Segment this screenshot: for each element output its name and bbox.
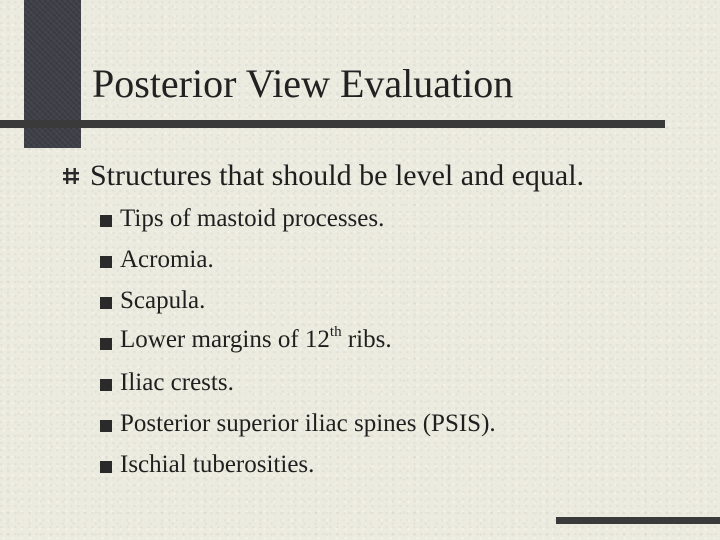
- square-bullet-icon: [100, 297, 112, 309]
- list-item: [100, 444, 496, 485]
- square-bullet-icon: [100, 420, 112, 432]
- list-item: [100, 280, 496, 321]
- list-item-text: Ischial tuberosities.: [120, 451, 315, 478]
- title-divider: [0, 120, 665, 128]
- list-item: [100, 239, 496, 280]
- square-bullet-icon: [100, 461, 112, 473]
- square-bullet-icon: [100, 256, 112, 268]
- list-item-text: [120, 319, 392, 364]
- list-item-text-tail: ribs.: [341, 326, 392, 353]
- main-point-text: Structures that should be level and equal.: [90, 159, 585, 192]
- list-item: [100, 321, 496, 362]
- list-item-text: Tips of mastoid processes.: [120, 205, 385, 232]
- list-item-text-main: Lower margins of 12: [120, 326, 330, 353]
- ordinal-superscript: th: [329, 324, 342, 340]
- list-item-text: Acromia.: [120, 246, 214, 273]
- square-bullet-icon: [100, 379, 112, 391]
- list-item: [100, 403, 496, 444]
- list-item: [100, 198, 496, 239]
- square-bullet-icon: [100, 338, 112, 350]
- list-item: [100, 362, 496, 403]
- list-item-text: Scapula.: [120, 287, 206, 314]
- list-item-text: Iliac crests.: [120, 369, 234, 396]
- square-bullet-icon: [100, 215, 112, 227]
- list-item-text: Posterior superior iliac spines (PSIS).: [120, 410, 496, 437]
- hash-bullet-icon: [62, 167, 80, 185]
- main-bullet-point: [62, 154, 584, 198]
- footer-divider: [556, 517, 720, 524]
- slide-title: Posterior View Evaluation: [92, 61, 514, 106]
- structure-list: [100, 198, 496, 485]
